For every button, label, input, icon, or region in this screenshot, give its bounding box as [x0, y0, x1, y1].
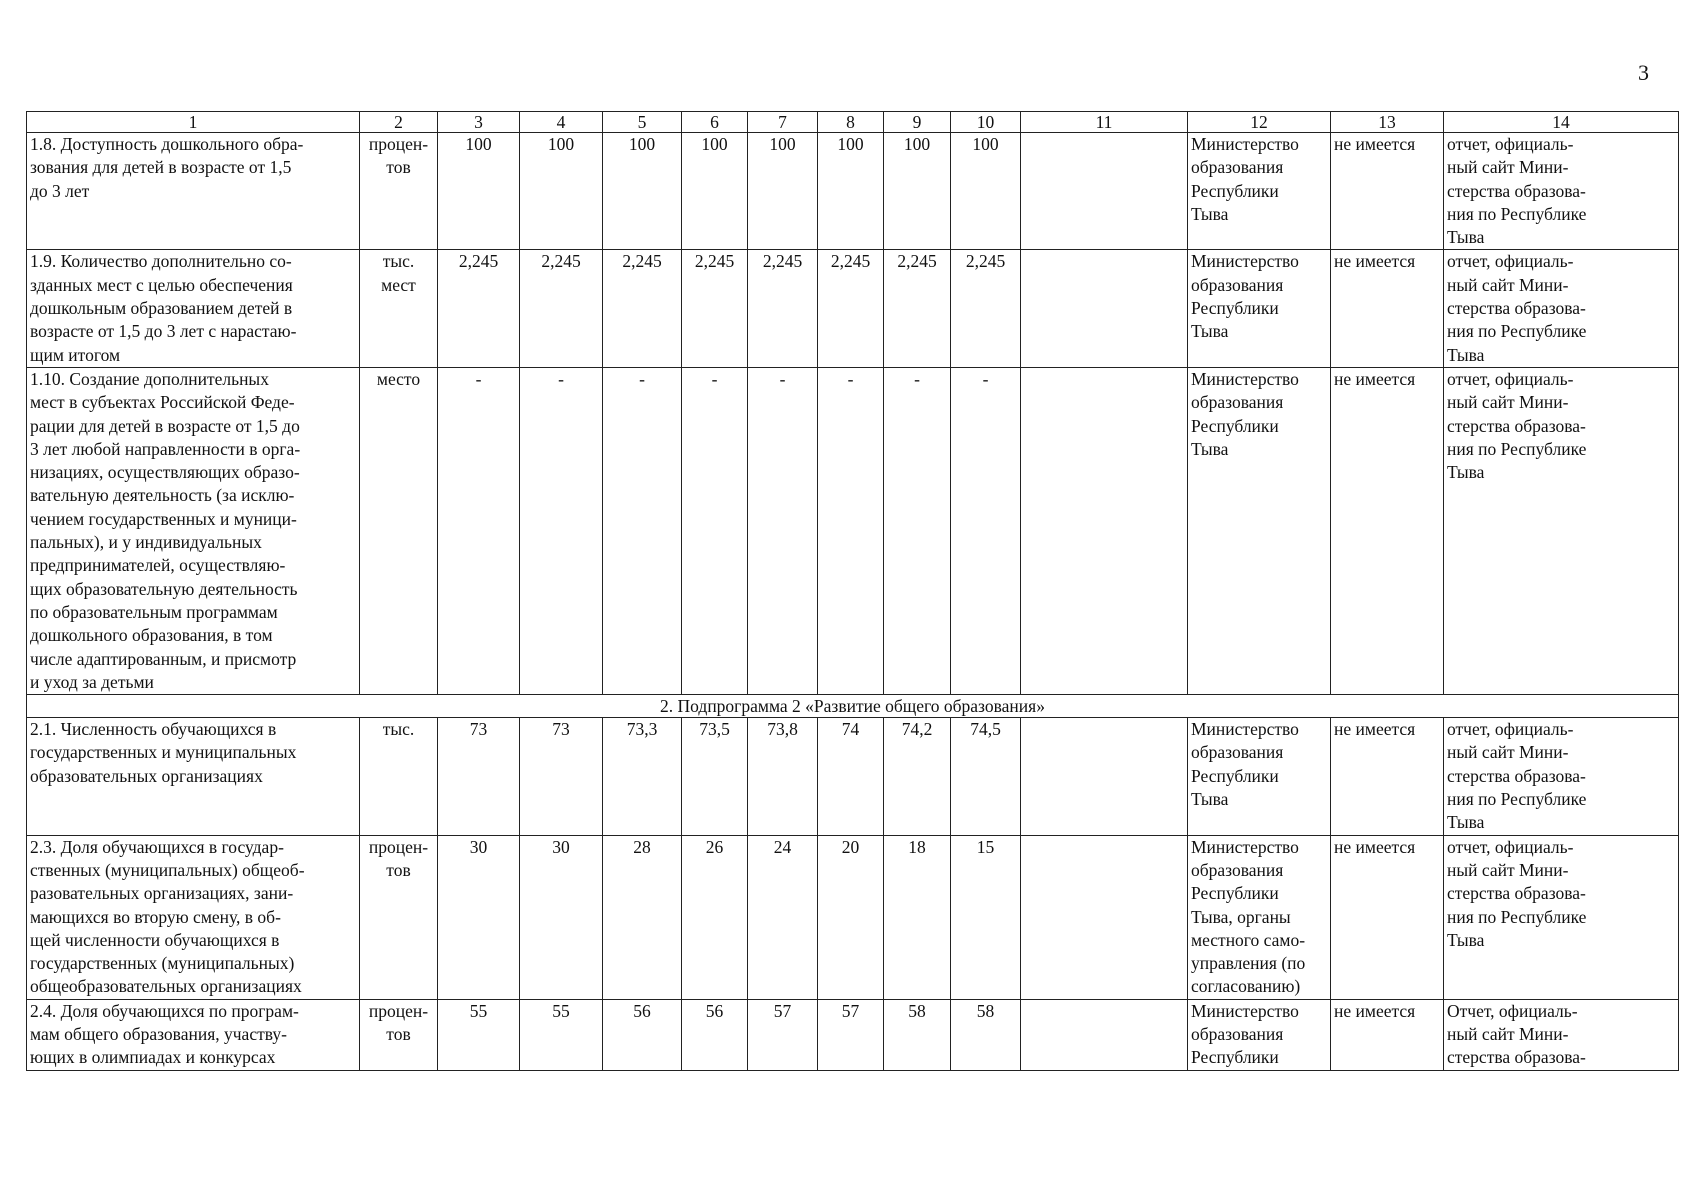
value-cell-text: 26	[705, 836, 724, 857]
responsible-cell	[1188, 250, 1331, 367]
unit-cell-text: процен- тов	[368, 836, 429, 880]
value-cell	[438, 999, 520, 1070]
value-cell	[884, 999, 951, 1070]
value-cell	[884, 835, 951, 999]
value-cell	[520, 718, 603, 835]
value-cell	[603, 133, 682, 250]
value-cell	[951, 835, 1021, 999]
document-cell	[1331, 133, 1444, 250]
value-cell-text: -	[558, 368, 564, 389]
value-cell-text: 30	[552, 836, 570, 857]
section-row	[27, 695, 1679, 718]
source-cell-text: отчет, официаль- ный сайт Мини- стерства образова- ния по Республике Тыва	[1447, 368, 1587, 483]
source-cell	[1444, 367, 1679, 694]
header-cell-5: 5	[603, 112, 682, 133]
document-cell	[1331, 718, 1444, 835]
value-cell-text: 74,5	[970, 719, 1001, 740]
value-cell-text: 100	[701, 134, 728, 154]
unit-cell-text: место	[376, 368, 421, 389]
value-cell-text: 2,245	[622, 251, 662, 272]
value-cell	[818, 835, 884, 999]
document-cell	[1331, 835, 1444, 999]
value-cell-text: 58	[908, 1000, 926, 1021]
value-cell	[682, 367, 748, 694]
indicators-table	[26, 111, 1679, 1071]
value-cell-text: 57	[773, 1000, 792, 1021]
value-cell	[951, 367, 1021, 694]
value-cell-text: 24	[773, 836, 792, 857]
table-row	[27, 367, 1679, 694]
value-cell	[603, 250, 682, 367]
header-row	[27, 112, 1679, 133]
unit-cell	[360, 367, 438, 694]
header-cell-3: 3	[438, 112, 520, 133]
value-cell	[818, 133, 884, 250]
indicator-name	[27, 835, 360, 999]
value-cell-text: -	[475, 368, 482, 389]
value-cell	[951, 718, 1021, 835]
value-cell	[603, 367, 682, 694]
responsible-cell	[1188, 718, 1331, 835]
value-cell	[748, 999, 818, 1070]
value-cell	[438, 367, 520, 694]
value-cell	[603, 718, 682, 835]
header-cell-14: 14	[1444, 112, 1679, 133]
value-cell-text: 58	[976, 1000, 995, 1021]
value-cell-text: 57	[841, 1000, 860, 1021]
value-cell-text: 74	[841, 719, 860, 740]
value-cell	[818, 250, 884, 367]
value-cell-text: 20	[841, 836, 860, 857]
header-cell-1: 1	[27, 112, 360, 133]
unit-cell	[360, 999, 438, 1070]
value-cell-text: 100	[972, 134, 999, 154]
source-cell	[1444, 133, 1679, 250]
responsible-cell-text: Министерство образования Республики	[1191, 1000, 1299, 1068]
table-row	[27, 835, 1679, 999]
value-cell-text: 73	[469, 719, 488, 740]
responsible-cell-text: Министерство образования Республики Тыва, органы местного само- управления (по согласованию)	[1191, 836, 1306, 997]
value-cell	[438, 250, 520, 367]
value-cell	[951, 250, 1021, 367]
value-cell	[884, 367, 951, 694]
table-row	[27, 250, 1679, 367]
unit-cell-text: тыс. мест	[381, 251, 416, 295]
header-cell-13: 13	[1331, 112, 1444, 133]
value-cell	[884, 718, 951, 835]
document-cell-text: не имеется	[1334, 134, 1416, 154]
value-cell	[818, 367, 884, 694]
header-cell-2: 2	[360, 112, 438, 133]
unit-cell-text: процен- тов	[368, 134, 429, 178]
unit-cell	[360, 133, 438, 250]
document-cell-text: не имеется	[1334, 719, 1416, 740]
value-cell-text: 2,245	[541, 251, 581, 272]
value-cell-text: 100	[628, 134, 656, 154]
value-cell-text: 73,8	[767, 719, 798, 740]
header-cell-11: 11	[1021, 112, 1188, 133]
value-cell-text: -	[711, 368, 718, 389]
value-cell	[438, 718, 520, 835]
col11-cell	[1021, 718, 1188, 835]
value-cell-text: 100	[837, 134, 864, 154]
responsible-cell	[1188, 367, 1331, 694]
source-cell	[1444, 718, 1679, 835]
value-cell	[438, 133, 520, 250]
value-cell-text: 2,245	[897, 251, 937, 272]
value-cell-text: 55	[552, 1000, 570, 1021]
indicator-name-text: 2.1. Численность обучающихся в государственных и муниципальных образовательных организациях	[30, 719, 297, 786]
responsible-cell-text: Министерство образования Республики Тыва	[1191, 368, 1299, 459]
col11-cell	[1021, 367, 1188, 694]
indicator-name-text: 2.3. Доля обучающихся в государ- ственных (муниципальных) общеоб- разовательных организациях, зани- мающихся во вторую смену, в об- щей численности обучающихся в государственных (муниципальных) общеобразовательных организациях	[30, 836, 305, 997]
value-cell-text: -	[779, 368, 786, 389]
value-cell-text: 2,245	[762, 251, 803, 272]
indicator-name	[27, 133, 360, 250]
document-cell-text: не имеется	[1334, 836, 1416, 857]
source-cell	[1444, 999, 1679, 1070]
indicator-name	[27, 999, 360, 1070]
value-cell	[951, 133, 1021, 250]
value-cell	[748, 133, 818, 250]
header-cell-6: 6	[682, 112, 748, 133]
document-cell-text: не имеется	[1334, 1000, 1416, 1021]
responsible-cell	[1188, 999, 1331, 1070]
source-cell-text: отчет, официаль- ный сайт Мини- стерства образова- ния по Республике Тыва	[1447, 836, 1587, 950]
unit-cell-text: тыс.	[382, 719, 415, 740]
responsible-cell-text: Министерство образования Республики Тыва	[1191, 719, 1299, 810]
section-title: 2. Подпрограмма 2 «Развитие общего образования»	[27, 695, 1679, 718]
indicator-name	[27, 367, 360, 694]
header-cell-9: 9	[884, 112, 951, 133]
source-cell	[1444, 250, 1679, 367]
col11-cell	[1021, 250, 1188, 367]
value-cell-text: 2,245	[830, 251, 871, 272]
value-cell	[748, 718, 818, 835]
value-cell	[748, 835, 818, 999]
value-cell-text: 28	[633, 836, 651, 857]
value-cell	[520, 999, 603, 1070]
value-cell-text: 2,245	[965, 251, 1006, 272]
page-number: 3	[1638, 60, 1649, 85]
value-cell	[818, 999, 884, 1070]
value-cell-text: 56	[633, 1000, 651, 1021]
value-cell	[884, 250, 951, 367]
header-cell-7: 7	[748, 112, 818, 133]
value-cell	[682, 250, 748, 367]
table-row	[27, 718, 1679, 835]
value-cell-text: 73,5	[699, 719, 730, 740]
unit-cell	[360, 250, 438, 367]
source-cell-text: отчет, официаль- ный сайт Мини- стерства образова- ния по Республике Тыва	[1447, 251, 1587, 365]
value-cell-text: 30	[469, 836, 488, 857]
value-cell	[682, 133, 748, 250]
value-cell-text: 100	[465, 134, 492, 154]
value-cell	[603, 835, 682, 999]
value-cell-text: -	[914, 368, 920, 389]
value-cell-text: 73	[552, 719, 570, 740]
indicator-name-text: 2.4. Доля обучающихся по програм- мам общего образования, участву- ющих в олимпиадах и конкурсах	[30, 1000, 299, 1068]
value-cell-text: 100	[547, 134, 575, 154]
value-cell-text: 2,245	[694, 251, 735, 272]
value-cell-text: 56	[705, 1000, 724, 1021]
responsible-cell-text: Министерство образования Республики Тыва	[1191, 251, 1299, 342]
header-cell-10: 10	[951, 112, 1021, 133]
value-cell	[603, 999, 682, 1070]
value-cell	[951, 999, 1021, 1070]
value-cell-text: 73,3	[626, 719, 658, 740]
value-cell	[682, 835, 748, 999]
value-cell	[818, 718, 884, 835]
value-cell-text: 74,2	[901, 719, 933, 740]
table-body	[27, 112, 1679, 1071]
source-cell-text: отчет, официаль- ный сайт Мини- стерства образова- ния по Республике Тыва	[1447, 134, 1587, 248]
source-cell	[1444, 835, 1679, 999]
indicator-name	[27, 718, 360, 835]
table-row	[27, 999, 1679, 1070]
value-cell-text: 100	[903, 134, 931, 154]
document-cell	[1331, 367, 1444, 694]
value-cell-text: 18	[908, 836, 926, 857]
value-cell	[520, 367, 603, 694]
value-cell	[520, 835, 603, 999]
value-cell-text: 55	[469, 1000, 488, 1021]
responsible-cell	[1188, 835, 1331, 999]
table-row	[27, 133, 1679, 250]
document-cell	[1331, 999, 1444, 1070]
col11-cell	[1021, 835, 1188, 999]
indicator-name-text: 1.10. Создание дополнительных мест в субъектах Российской Феде- рации для детей в возрасте от 1,5 до 3 лет любой направленности в орга- низациях, осуществляющих образо- вательную деятельность (за исклю- чением государственных и муници- пальных), и у индивидуальных предпринимателей, осуществляю- щих образовательную деятельность по образовательным программам дошкольного образования, в том числе адаптированным, и присмотр и уход за детьми	[30, 368, 301, 692]
responsible-cell-text: Министерство образования Республики Тыва	[1191, 134, 1299, 224]
value-cell-text: 2,245	[458, 251, 499, 272]
value-cell	[682, 718, 748, 835]
unit-cell	[360, 718, 438, 835]
header-cell-8: 8	[818, 112, 884, 133]
unit-cell-text: процен- тов	[368, 1000, 429, 1044]
value-cell-text: -	[982, 368, 989, 389]
value-cell	[520, 250, 603, 367]
value-cell-text: 15	[976, 836, 995, 857]
col11-cell	[1021, 999, 1188, 1070]
value-cell-text: -	[639, 368, 645, 389]
document-cell-text: не имеется	[1334, 251, 1416, 272]
value-cell	[748, 367, 818, 694]
header-cell-12: 12	[1188, 112, 1331, 133]
value-cell	[884, 133, 951, 250]
source-cell-text: Отчет, официаль- ный сайт Мини- стерства образова-	[1447, 1000, 1586, 1068]
header-cell-4: 4	[520, 112, 603, 133]
value-cell-text: 100	[769, 134, 796, 154]
value-cell-text: -	[847, 368, 854, 389]
source-cell-text: отчет, официаль- ный сайт Мини- стерства образова- ния по Республике Тыва	[1447, 719, 1587, 833]
indicator-name-text: 1.9. Количество дополнительно со- зданных мест с целью обеспечения дошкольным образованием детей в возрасте от 1,5 до 3 лет с нарастаю- щим итогом	[30, 251, 297, 365]
document-cell	[1331, 250, 1444, 367]
responsible-cell	[1188, 133, 1331, 250]
value-cell	[748, 250, 818, 367]
value-cell	[682, 999, 748, 1070]
document-cell-text: не имеется	[1334, 368, 1416, 389]
indicator-name-text: 1.8. Доступность дошкольного обра- зования для детей в возрасте от 1,5 до 3 лет	[30, 134, 304, 201]
col11-cell	[1021, 133, 1188, 250]
indicator-name	[27, 250, 360, 367]
value-cell	[438, 835, 520, 999]
unit-cell	[360, 835, 438, 999]
value-cell	[520, 133, 603, 250]
